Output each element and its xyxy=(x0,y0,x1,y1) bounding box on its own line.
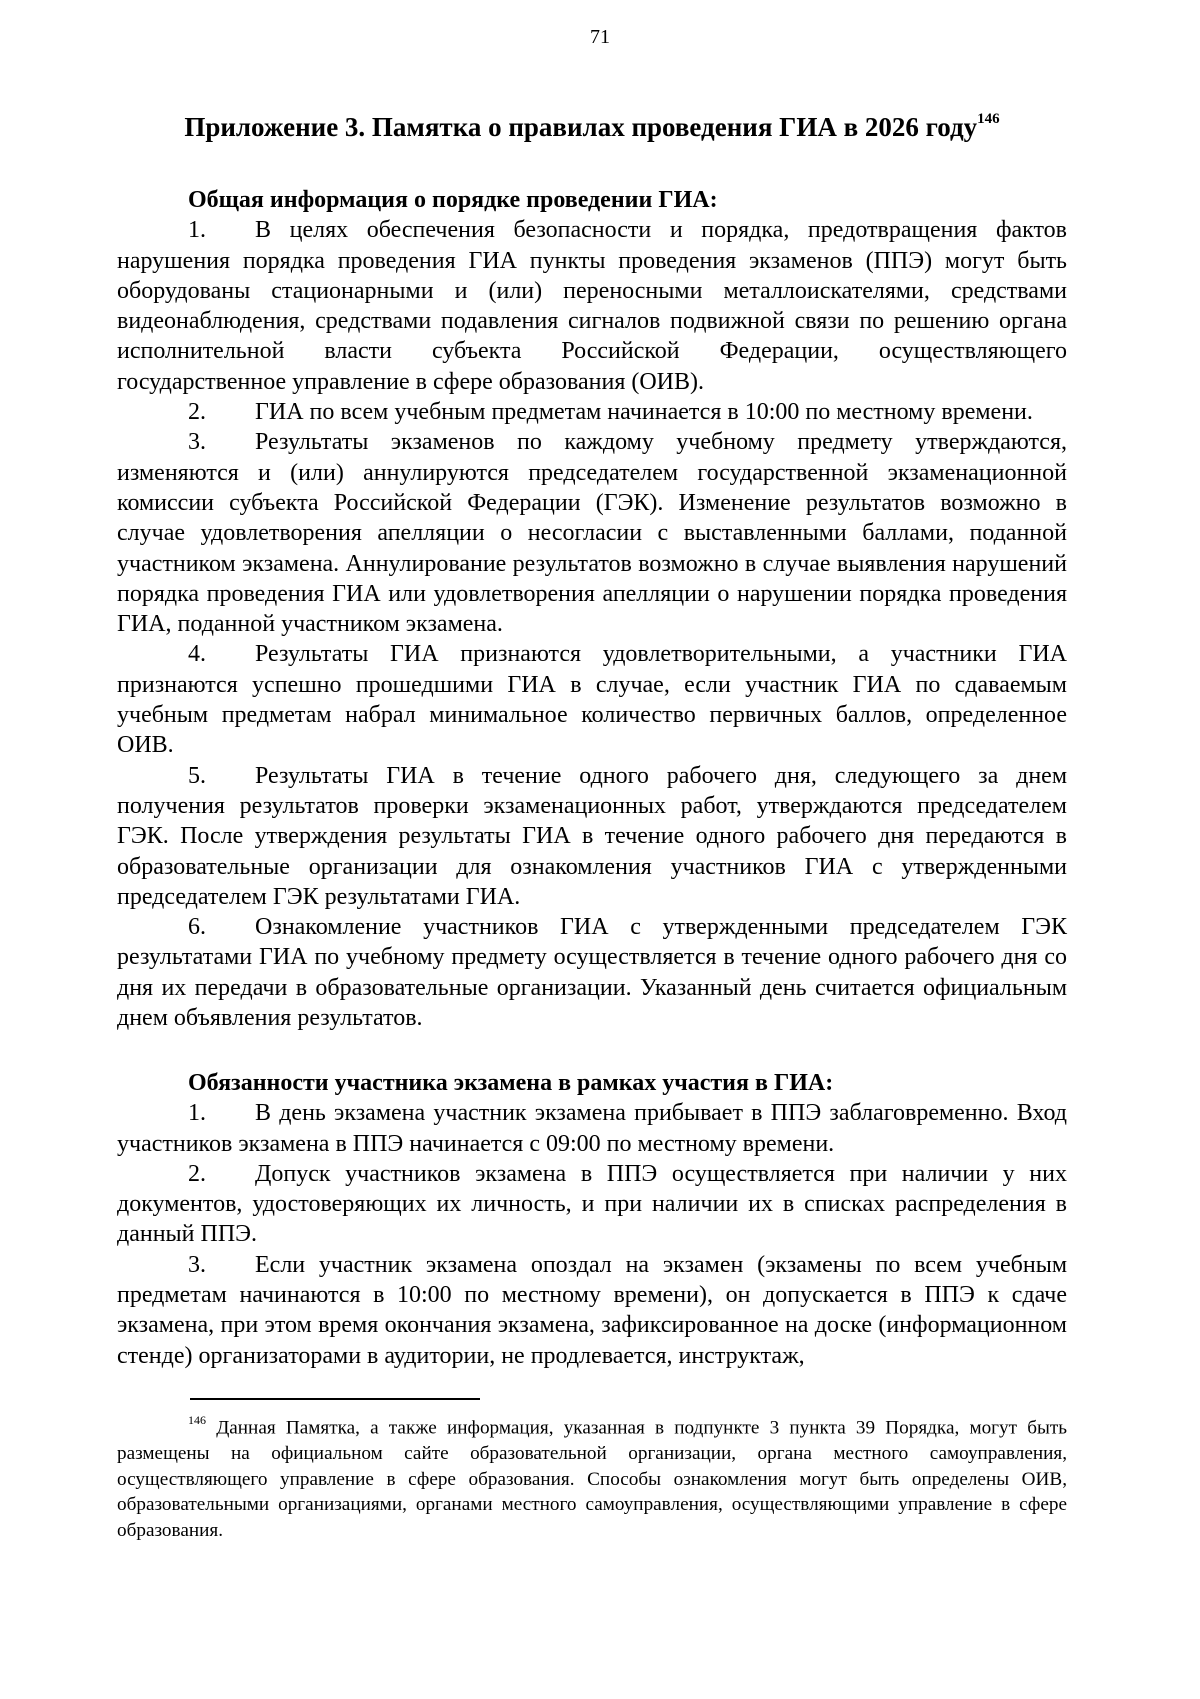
section-heading: Общая информация о порядке проведении ГИА: xyxy=(188,187,718,213)
list-item xyxy=(117,215,1067,397)
item-number: 4. xyxy=(188,641,206,668)
page-title xyxy=(117,112,1067,143)
title-text: Приложение 3. Памятка о правилах проведения ГИА в 2026 году xyxy=(184,112,978,142)
item-number: 5. xyxy=(188,762,206,789)
item-number: 1. xyxy=(188,217,206,244)
item-number: 3. xyxy=(188,1251,206,1278)
item-number: 2. xyxy=(188,399,206,426)
list-item xyxy=(117,1098,1067,1159)
item-number: 1. xyxy=(188,1100,206,1127)
list-item xyxy=(117,1159,1067,1250)
footnote-text: Данная Памятка, а также информация, указанная в подпункте 3 пункта 39 Порядка, могут быть размещены на официальном сайте образовательной организации, органа местного самоуправления, осуществляющего управление в сфере образования. Способы ознакомления могут быть определены ОИВ, образовательными организациями, органами местного самоуправления, осуществляющими управление в сфере образования. xyxy=(117,1417,1067,1541)
item-number: 2. xyxy=(188,1160,206,1187)
list-item xyxy=(117,427,1067,639)
item-text: ГИА по всем учебным предметам начинается в 10:00 по местному времени. xyxy=(255,399,1033,426)
footnote-divider xyxy=(190,1398,480,1400)
page-number: 71 xyxy=(590,26,610,48)
footnote-ref: 146 xyxy=(188,1413,206,1427)
item-text: Результаты ГИА признаются удовлетворительными, а участники ГИА признаются успешно прошедшими ГИА в случае, если участник ГИА по сдаваемым учебным предметам набрал минимальное количество первичных баллов, определенное ОИВ. xyxy=(117,641,1067,759)
item-text: В день экзамена участник экзамена прибывает в ППЭ заблаговременно. Вход участников экзамена в ППЭ начинается с 09:00 по местному времени. xyxy=(117,1100,1067,1157)
section-heading: Обязанности участника экзамена в рамках участия в ГИА: xyxy=(188,1070,834,1096)
item-text: Если участник экзамена опоздал на экзамен (экзамены по всем учебным предметам начинаются в 10:00 по местному времени), он допускается в ППЭ к сдаче экзамена, при этом время окончания экзамена, зафиксированное на доске (информационном стенде) организаторами в аудитории, не продлевается, инструктаж, xyxy=(117,1251,1067,1369)
list-item xyxy=(117,912,1067,1033)
footnote xyxy=(117,1410,1067,1543)
item-text: В целях обеспечения безопасности и порядка, предотвращения фактов нарушения порядка проведения ГИА пункты проведения экзаменов (ППЭ) могут быть оборудованы стационарными и (или) переносными металлоискателями, средствами видеонаблюдения, средствами подавления сигналов подвижной связи по решению органа исполнительной власти субъекта Российской Федерации, осуществляющего государственное управление в сфере образования (ОИВ). xyxy=(117,217,1067,395)
section-participant-duties xyxy=(117,1068,1067,1371)
item-text: Результаты ГИА в течение одного рабочего дня, следующего за днем получения результатов проверки экзаменационных работ, утверждаются председателем ГЭК. После утверждения результаты ГИА в течение одного рабочего дня передаются в образовательные организации для ознакомления участников ГИА с утвержденными председателем ГЭК результатами ГИА. xyxy=(117,762,1067,910)
item-number: 3. xyxy=(188,429,206,456)
list-item xyxy=(117,761,1067,912)
section-general-info xyxy=(117,185,1067,1033)
item-text: Допуск участников экзамена в ППЭ осуществляется при наличии у них документов, удостоверяющих их личность, и при наличии их в списках распределения в данный ППЭ. xyxy=(117,1160,1067,1248)
item-number: 6. xyxy=(188,914,206,941)
list-item xyxy=(117,1250,1067,1371)
item-text: Ознакомление участников ГИА с утвержденными председателем ГЭК результатами ГИА по учебному предмету осуществляется в течение одного рабочего дня со дня их передачи в образовательные организации. Указанный день считается официальным днем объявления результатов. xyxy=(117,914,1067,1032)
list-item xyxy=(117,639,1067,760)
item-text: Результаты экзаменов по каждому учебному предмету утверждаются, изменяются и (или) аннулируются председателем государственной экзаменационной комиссии субъекта Российской Федерации (ГЭК). Изменение результатов возможно в случае удовлетворения апелляции о несогласии с выставленными баллами, поданной участником экзамена. Аннулирование результатов возможно в случае выявления нарушений порядка проведения ГИА или удовлетворения апелляции о нарушении порядка проведения ГИА, поданной участником экзамена. xyxy=(117,429,1067,638)
list-item xyxy=(117,397,1067,427)
title-footnote-ref[interactable]: 146 xyxy=(977,111,1000,127)
